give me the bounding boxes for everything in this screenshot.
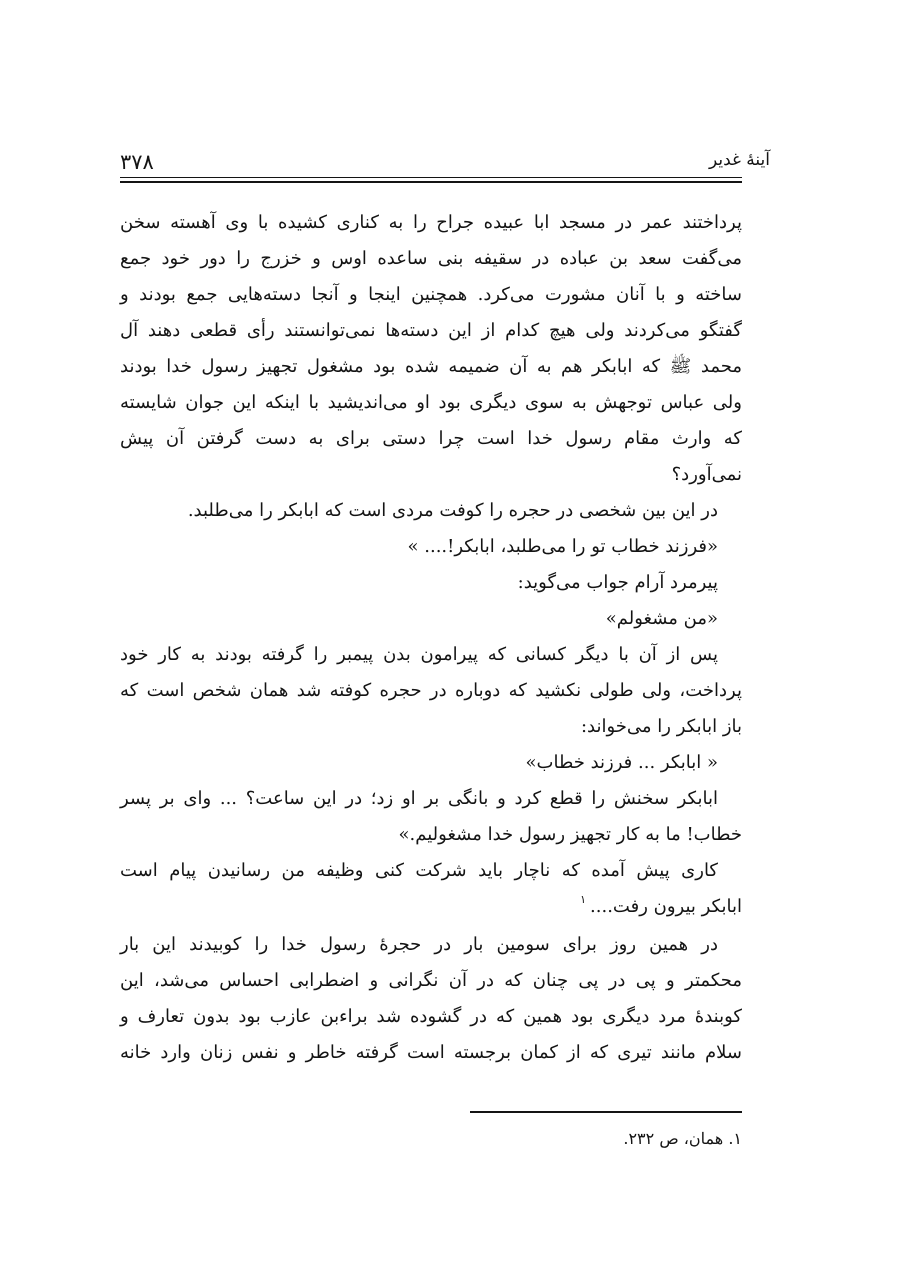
text-line: در همین روز برای سومین بار در حجرهٔ رسول خدا را کوبیدند این بار [120, 934, 718, 955]
text-line: خطاب! ما به کار تجهیز رسول خدا مشغولیم.» [398, 824, 742, 845]
text-line: محمد ﷺ که ابابکر هم به آن ضمیمه شده بود مشغول تجهیز رسول خدا بودند [120, 356, 742, 377]
footnote-marker: ۱ [580, 893, 587, 906]
text-line: پرداختند عمر در مسجد ابا عبیده جراح را به کناری کشیده با وی آهسته سخن [120, 212, 742, 233]
footnote-separator [470, 1111, 742, 1113]
header-rule-thin [120, 177, 742, 178]
text-line-with-footnote [120, 889, 742, 927]
text-line: ساخته و با آنان مشورت می‌کرد. همچنین اینجا و آنجا دسته‌هایی جمع بودند و [120, 284, 742, 305]
text-line: سلام مانند تیری که از کمان برجسته است گرفته خاطر و نفس زنان وارد خانه [120, 1042, 742, 1063]
text-line: « ابابکر ... فرزند خطاب» [525, 752, 718, 773]
text-line: نمی‌آورد؟ [671, 464, 742, 485]
text-line: کوبندهٔ مرد دیگری بود همین که در گشوده شد براءبن عازب بود بدون تعارف و [120, 1006, 742, 1027]
text-line: در این بین شخصی در حجره را کوفت مردی است که ابابکر را می‌طلبد. [187, 500, 718, 521]
text-line: ابابکر سخنش را قطع کرد و بانگی بر او زد؛ در این ساعت؟ ... وای بر پسر [120, 788, 718, 809]
text-line: کاری پیش آمده که ناچار باید شرکت کنی وظیفه من رسانیدن پیام است [120, 860, 718, 881]
footnote: ۱. همان، ص ۲۳۲. [623, 1129, 742, 1148]
text-line: «من مشغولم» [605, 608, 718, 629]
text-line: ولی عباس توجهش به سوی دیگری بود او می‌اندیشید با اینکه این جوان شایسته [120, 392, 742, 413]
text-line: «فرزند خطاب تو را می‌طلبد، ابابکر!.... » [407, 536, 718, 557]
header-rule-thick [120, 181, 742, 183]
page-number: ۳۷۸ [120, 150, 154, 174]
text-line: باز ابابکر را می‌خواند: [580, 716, 742, 737]
text-line: پس از آن با دیگر کسانی که پیرامون بدن پیمبر را گرفته بودند به کار خود [120, 644, 718, 665]
text-line-content: ابابکر بیرون رفت.... [590, 896, 742, 917]
text-line: می‌گفت سعد بن عباده در سقیفه بنی ساعده اوس و خزرج را دور خود جمع [120, 248, 742, 269]
book-title: آینهٔ غدیر [708, 150, 770, 170]
text-line: گفتگو می‌کردند ولی هیچ کدام از این دسته‌ها نمی‌توانستند رأی قطعی دهند آل [120, 320, 742, 341]
text-line: محکمتر و پی در پی چنان که در آن نگرانی و اضطرابی احساس می‌شد، این [120, 970, 742, 991]
text-line: که وارث مقام رسول خدا است چرا دستی برای به دست گرفتن آن پیش [120, 428, 742, 449]
body-text [120, 205, 742, 1071]
text-line: پرداخت، ولی طولی نکشید که دوباره در حجره کوفته شد همان شخص است که [120, 680, 742, 701]
text-line: پیرمرد آرام جواب می‌گوید: [517, 572, 718, 593]
